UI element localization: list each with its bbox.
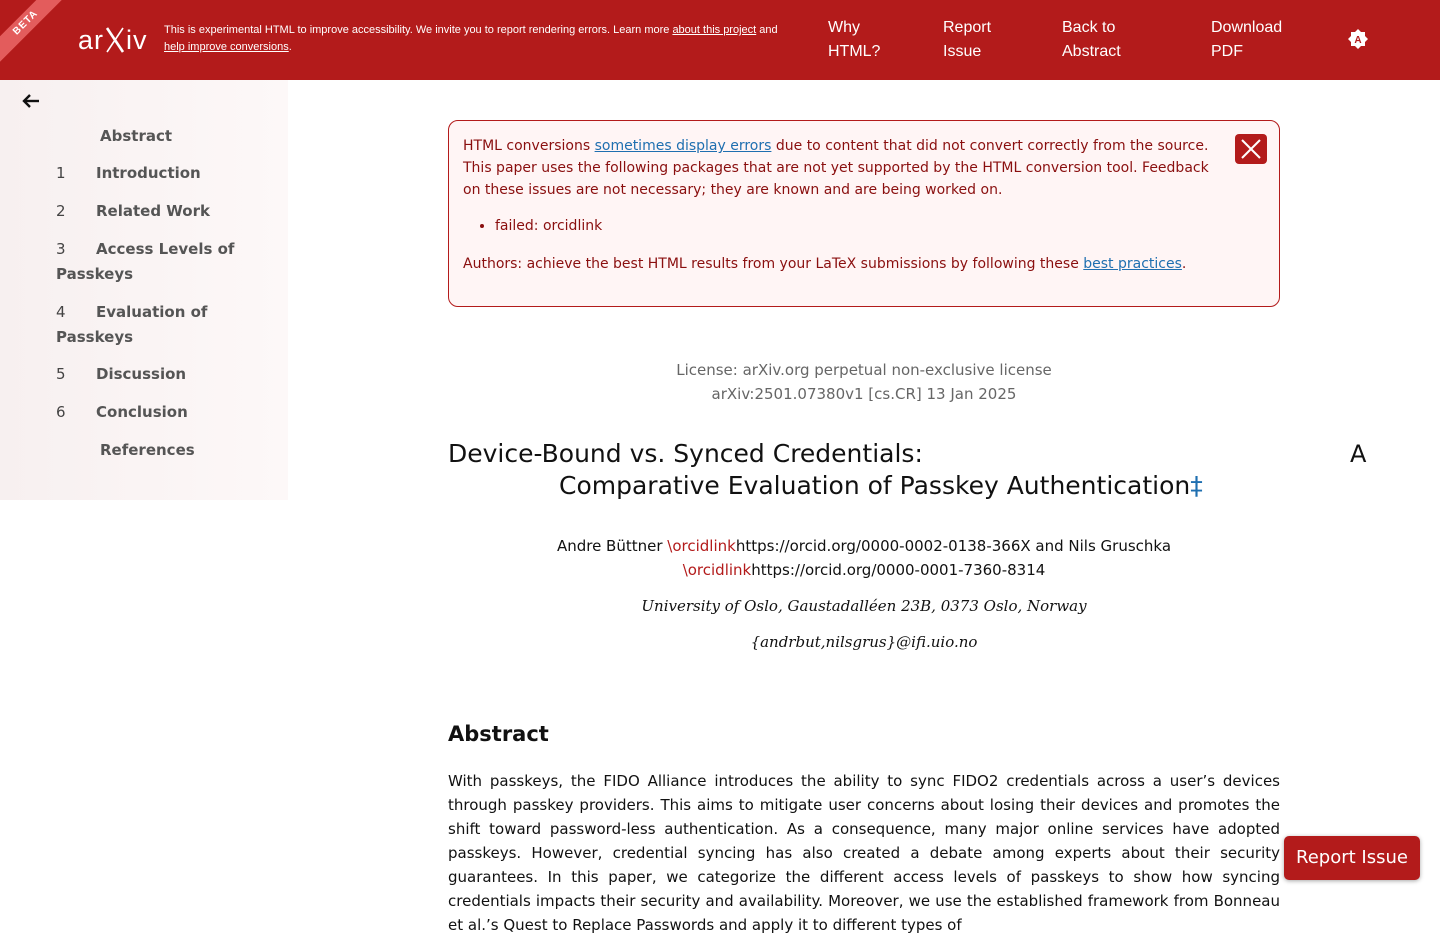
experimental-notice (164, 22, 814, 56)
authors-advice (463, 253, 1219, 275)
orcidlink-command: \orcidlink (667, 537, 736, 555)
toc-item-number: 1 (56, 164, 66, 182)
toc-item-discussion[interactable] (56, 362, 276, 387)
toc-item-abstract[interactable] (100, 124, 320, 149)
paper-authors (448, 534, 1280, 582)
table-of-contents-sidebar (0, 80, 288, 500)
toc-item-label: References (100, 441, 195, 459)
back-line1: Back to (1062, 19, 1116, 36)
paper-title-line2 (559, 470, 1203, 502)
toc-item-references[interactable] (100, 438, 320, 463)
arxiv-logo[interactable] (78, 22, 148, 58)
collapse-arrow-icon[interactable] (20, 90, 42, 112)
back-line2: Abstract (1062, 43, 1121, 60)
warning-text: HTML conversions (463, 138, 595, 154)
toc-item-label: Conclusion (96, 403, 188, 421)
toc-item-conclusion[interactable] (56, 400, 276, 425)
toc-item-label: Abstract (100, 127, 173, 145)
report-issue-button[interactable]: Report Issue (1284, 836, 1420, 880)
report-issue-link[interactable] (943, 16, 991, 64)
why-html-link[interactable] (828, 16, 880, 64)
failed-packages-list (495, 215, 1219, 237)
top-banner (0, 0, 1440, 80)
warning-paragraph (463, 135, 1219, 201)
title-footnote-mark[interactable]: ‡ (1190, 471, 1203, 500)
author-affiliation: University of Oslo, Gaustadalléen 23B, 0373 Oslo, Norway (641, 597, 1087, 615)
toc-item-label-cont: Passkeys (56, 328, 134, 346)
advice-text: Authors: achieve the best HTML results from your LaTeX submissions by following these (463, 256, 1084, 272)
close-icon (1240, 138, 1262, 160)
notice-text: This is experimental HTML to improve accessibility. We invite you to report rendering errors. Learn more (164, 24, 673, 36)
svg-text:A: A (1354, 35, 1362, 46)
toc-item-access-levels[interactable] (56, 237, 276, 287)
arxiv-identifier: arXiv:2501.07380v1 [cs.CR] 13 Jan 2025 (711, 385, 1017, 403)
abstract-text: With passkeys, the FIDO Alliance introduces the ability to sync FIDO2 credentials across a user’s devices through passkey providers. This aims to mitigate user concerns about losing their devices and promotes the shift toward password-less authentication. As a consequence, many major online services have adopted passkeys. However, credential syncing has also created a debate among experts about their security guarantees. In this paper, we categorize the different access levels of passkeys to show how syncing credentials impacts their security and availability. Moreover, we use the established framework from Bonneau et al.’s Quest to Replace Passwords and apply it to different types of (448, 772, 1280, 934)
help-improve-link[interactable]: help improve conversions (164, 41, 289, 53)
toc-item-introduction[interactable] (56, 161, 276, 186)
toc-item-related-work[interactable] (56, 199, 276, 224)
close-warning-button[interactable] (1235, 134, 1267, 164)
logo-text-end: iv (126, 24, 148, 55)
license-info (448, 358, 1280, 406)
arxiv-x-icon (104, 22, 126, 58)
download-line2: PDF (1211, 43, 1243, 60)
report-issue-line1: Report (943, 19, 992, 36)
author-orcid: https://orcid.org/0000-0001-7360-8314 (751, 561, 1046, 579)
authors-line2 (448, 558, 1280, 582)
conversion-warning-box (448, 120, 1280, 307)
advice-end: . (1181, 256, 1187, 272)
toc-item-number: 6 (56, 403, 66, 421)
toc-item-number: 4 (56, 303, 66, 321)
toc-item-label: Access Levels of (96, 240, 235, 258)
author-orcid: https://orcid.org/0000-0002-0138-366X (735, 537, 1031, 555)
download-pdf-link[interactable] (1211, 16, 1282, 64)
author-name: Andre Büttner (556, 537, 668, 555)
license-text: License: arXiv.org perpetual non-exclusive license (676, 361, 1052, 379)
toc-item-number: 5 (56, 365, 66, 383)
beta-label: BETA (0, 0, 75, 72)
why-html-line1: Why (828, 19, 860, 36)
toc-item-label-cont: Passkeys (56, 265, 134, 283)
toc-item-label: Related Work (96, 202, 210, 220)
beta-ribbon (0, 0, 70, 70)
toc-item-evaluation[interactable] (56, 300, 276, 350)
failed-package-item: • failed: orcidlink (495, 215, 1219, 237)
best-practices-link[interactable]: best practices (1083, 256, 1182, 272)
author-email: {andrbut,nilsgrus}@ifi.uio.no (750, 633, 978, 651)
paper-title-text: Comparative Evaluation of Passkey Authentication (559, 471, 1191, 500)
toc-item-number: 2 (56, 202, 66, 220)
warning-text-cont: due to content that did not convert correctly from the source. This paper uses the following packages that are not yet supported by the HTML conversion tool. Feedback on these issues are not necessary; they are known and are being worked on. (463, 138, 1209, 198)
toc-item-number: 3 (56, 240, 66, 258)
about-project-link[interactable]: about this project (672, 24, 757, 36)
toc-item-label: Introduction (96, 164, 201, 182)
why-html-line2: HTML? (828, 43, 881, 60)
author-and: and (1030, 537, 1069, 555)
logo-text-start: ar (78, 24, 105, 55)
back-to-abstract-link[interactable] (1062, 16, 1121, 64)
paper-title-line1: Device-Bound vs. Synced Credentials: (448, 439, 923, 468)
authors-line1 (448, 534, 1280, 558)
abstract-heading: Abstract (448, 722, 549, 746)
theme-toggle-icon[interactable] (1347, 28, 1369, 50)
display-errors-link[interactable]: sometimes display errors (594, 138, 772, 154)
toc-item-label: Evaluation of (96, 303, 208, 321)
notice-and: and (756, 24, 778, 36)
toc-item-label: Discussion (96, 365, 187, 383)
notice-end: . (288, 41, 292, 53)
author-name: Nils Gruschka (1068, 537, 1172, 555)
font-size-toggle[interactable]: A (1350, 440, 1367, 468)
orcidlink-command: \orcidlink (682, 561, 752, 579)
report-issue-line2: Issue (943, 43, 982, 60)
download-line1: Download (1211, 19, 1283, 36)
